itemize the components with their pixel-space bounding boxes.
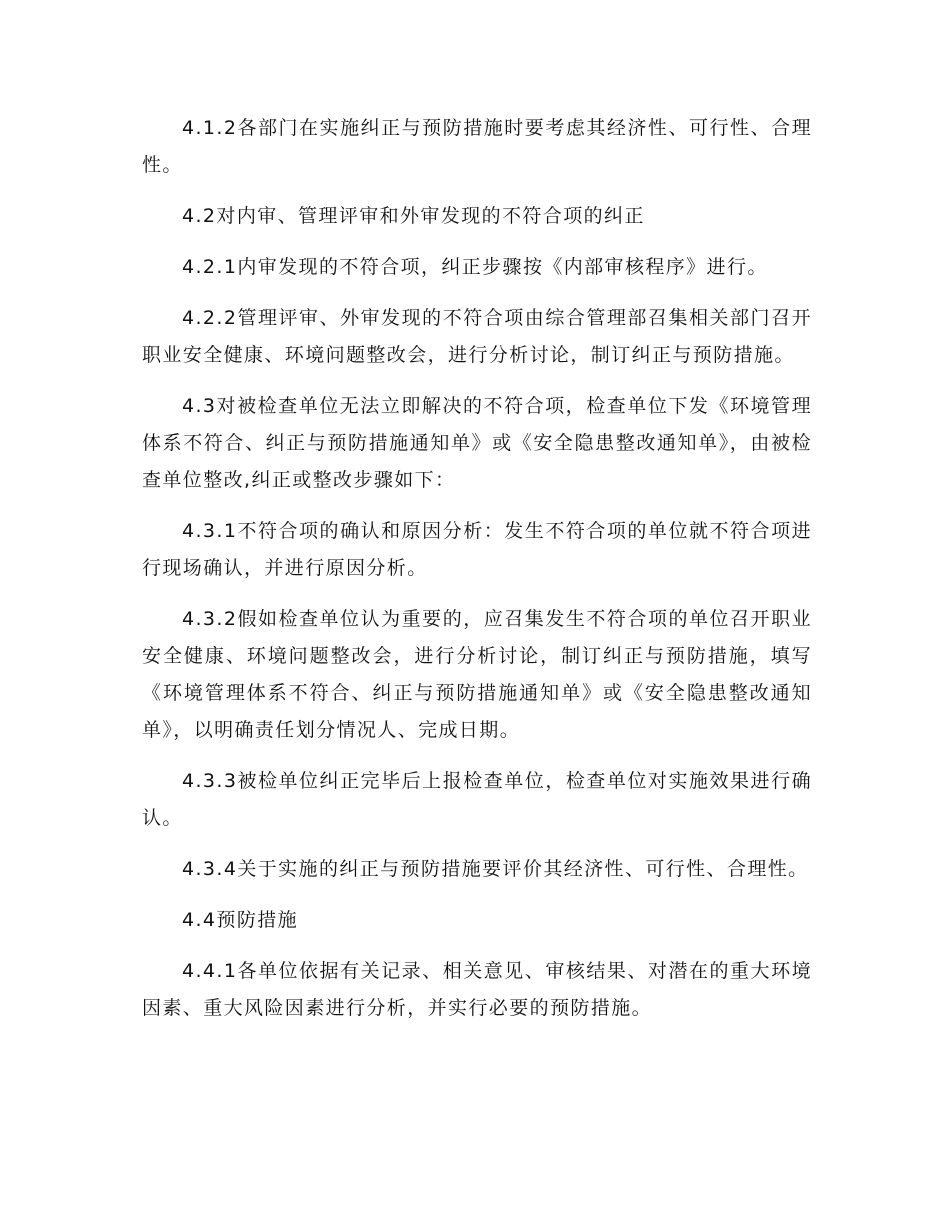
paragraph-4-4: 4.4预防措施 [182,909,299,931]
paragraph-4-3-1: 4.3.1不符合项的确认和原因分析：发生不符合项的单位就不符合项进行现场确认，并进行原因分析。 [142,520,812,579]
paragraph-4-3-3: 4.3.3被检单位纠正完毕后上报检查单位，检查单位对实施效果进行确认。 [142,770,812,829]
paragraph-4-4-1: 4.4.1各单位依据有关记录、相关意见、审核结果、对潜在的重大环境因素、重大风险因素进行分析，并实行必要的预防措施。 [142,960,812,1019]
paragraph-4-2-1: 4.2.1内审发现的不符合项，纠正步骤按《内部审核程序》进行。 [182,256,768,278]
paragraph-4-3-4: 4.3.4关于实施的纠正与预防措施要评价其经济性、可行性、合理性。 [182,858,809,880]
paragraph-4-2: 4.2对内审、管理评审和外审发现的不符合项的纠正 [182,205,645,227]
document-body [142,110,812,1041]
paragraph-4-3-2: 4.3.2假如检查单位认为重要的，应召集发生不符合项的单位召开职业安全健康、环境问题整改会，进行分析讨论，制订纠正与预防措施，填写《环境管理体系不符合、纠正与预防措施通知单》或《安全隐患整改通知单》，以明确责任划分情况人、完成日期。 [142,608,812,741]
paragraph-4-1-2: 4.1.2各部门在实施纠正与预防措施时要考虑其经济性、可行性、合理性。 [142,117,812,176]
paragraph-4-3: 4.3对被检查单位无法立即解决的不符合项，检查单位下发《环境管理体系不符合、纠正与预防措施通知单》或《安全隐患整改通知单》，由被检查单位整改,纠正或整改步骤如下： [142,395,812,491]
paragraph-4-2-2: 4.2.2管理评审、外审发现的不符合项由综合管理部召集相关部门召开职业安全健康、环境问题整改会，进行分析讨论，制订纠正与预防措施。 [142,307,812,366]
